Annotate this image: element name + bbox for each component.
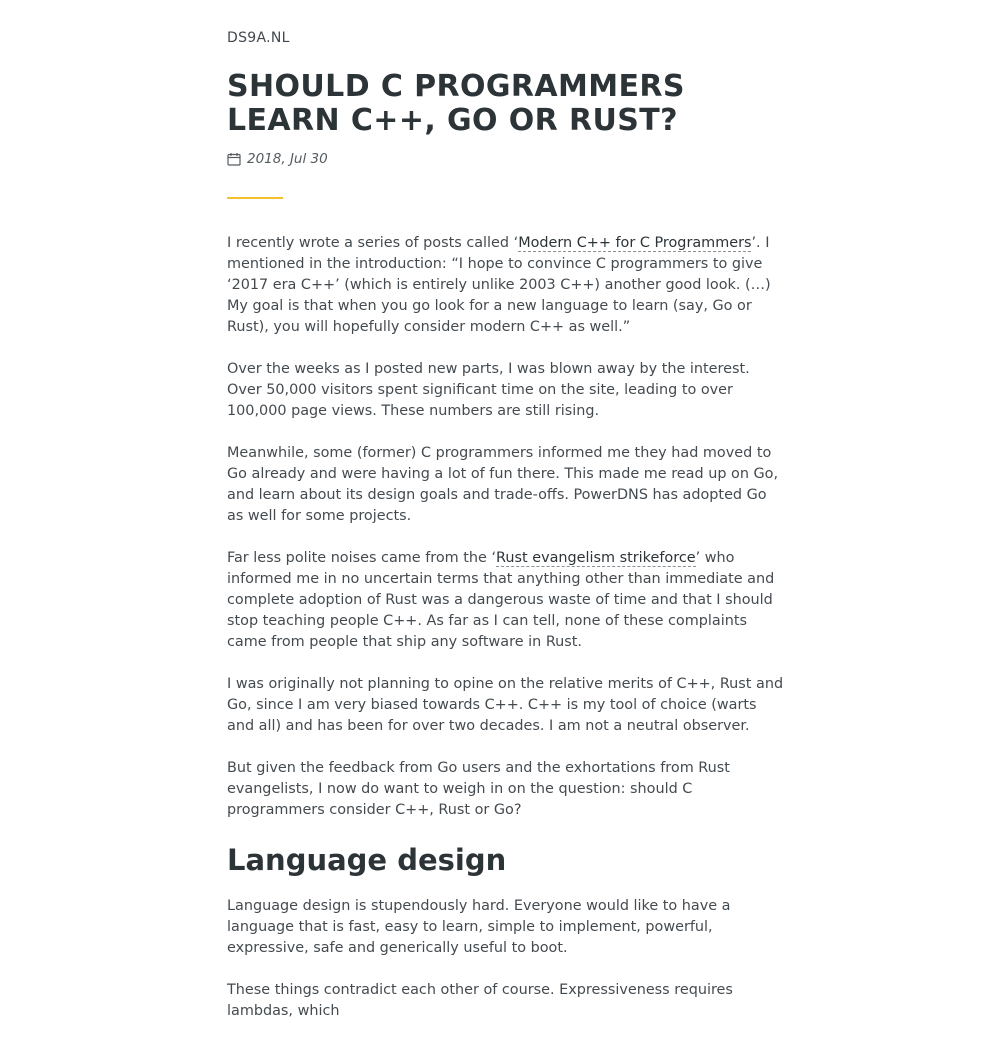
paragraph: Over the weeks as I posted new parts, I was blown away by the interest. Over 50,000 visitors spent significant time on the site, leading to over 100,000 page views. These numbers are still rising. <box>227 361 750 419</box>
paragraph: Meanwhile, some (former) C programmers informed me they had moved to Go already and were having a lot of fun there. This made me read up on Go, and learn about its design goals and trade-offs. PowerDNS has adopted Go as well for some projects. <box>227 445 779 524</box>
paragraph-text: Far less polite noises came from the ‘ <box>227 550 497 566</box>
paragraph-text: I recently wrote a series of posts called ‘ <box>227 235 519 251</box>
paragraph-text: ’ who informed me in no uncertain terms that anything other than immediate and complete adoption of Rust was a dangerous waste of time and that I should stop teaching people C++. As far as I can tell, none of these complaints came from people that ship any software in Rust. <box>227 550 775 650</box>
post-date <box>227 151 328 167</box>
paragraph: I was originally not planning to opine on the relative merits of C++, Rust and Go, since I am very biased towards C++. C++ is my tool of choice (warts and all) and has been for over two decades. I am not a neutral observer. <box>227 676 784 734</box>
title-divider <box>227 197 283 199</box>
modern-cpp-link[interactable]: Modern C++ for C Programmers <box>518 235 752 251</box>
post-title: SHOULD C PROGRAMMERS LEARN C++, GO OR RUST? <box>227 69 685 138</box>
paragraph <box>227 548 787 653</box>
paragraph: These things contradict each other of course. Expressiveness requires lambdas, which <box>227 982 733 1019</box>
rust-evangelism-link[interactable]: Rust evangelism strikeforce <box>496 550 696 566</box>
section-heading: Language design <box>227 843 507 877</box>
site-title-link[interactable]: DS9A.NL <box>227 30 290 46</box>
paragraph: Language design is stupendously hard. Everyone would like to have a language that is fast, easy to learn, simple to implement, powerful, expressive, safe and generically useful to boot. <box>227 898 731 956</box>
paragraph-text: ’. I mentioned in the introduction: “I hope to convince C programmers to give ‘2017 era C++’ (which is entirely unlike 2003 C++) another good look. (…) My goal is that when you go look for a new language to learn (say, Go or Rust), you will hopefully consider modern C++ as well.” <box>227 235 771 335</box>
post-date-text: 2018, Jul 30 <box>247 151 328 167</box>
calendar-icon <box>227 152 241 166</box>
post-content <box>227 233 787 1043</box>
paragraph <box>227 233 787 338</box>
paragraph: But given the feedback from Go users and the exhortations from Rust evangelists, I now do want to weigh in on the question: should C programmers consider C++, Rust or Go? <box>227 760 730 818</box>
